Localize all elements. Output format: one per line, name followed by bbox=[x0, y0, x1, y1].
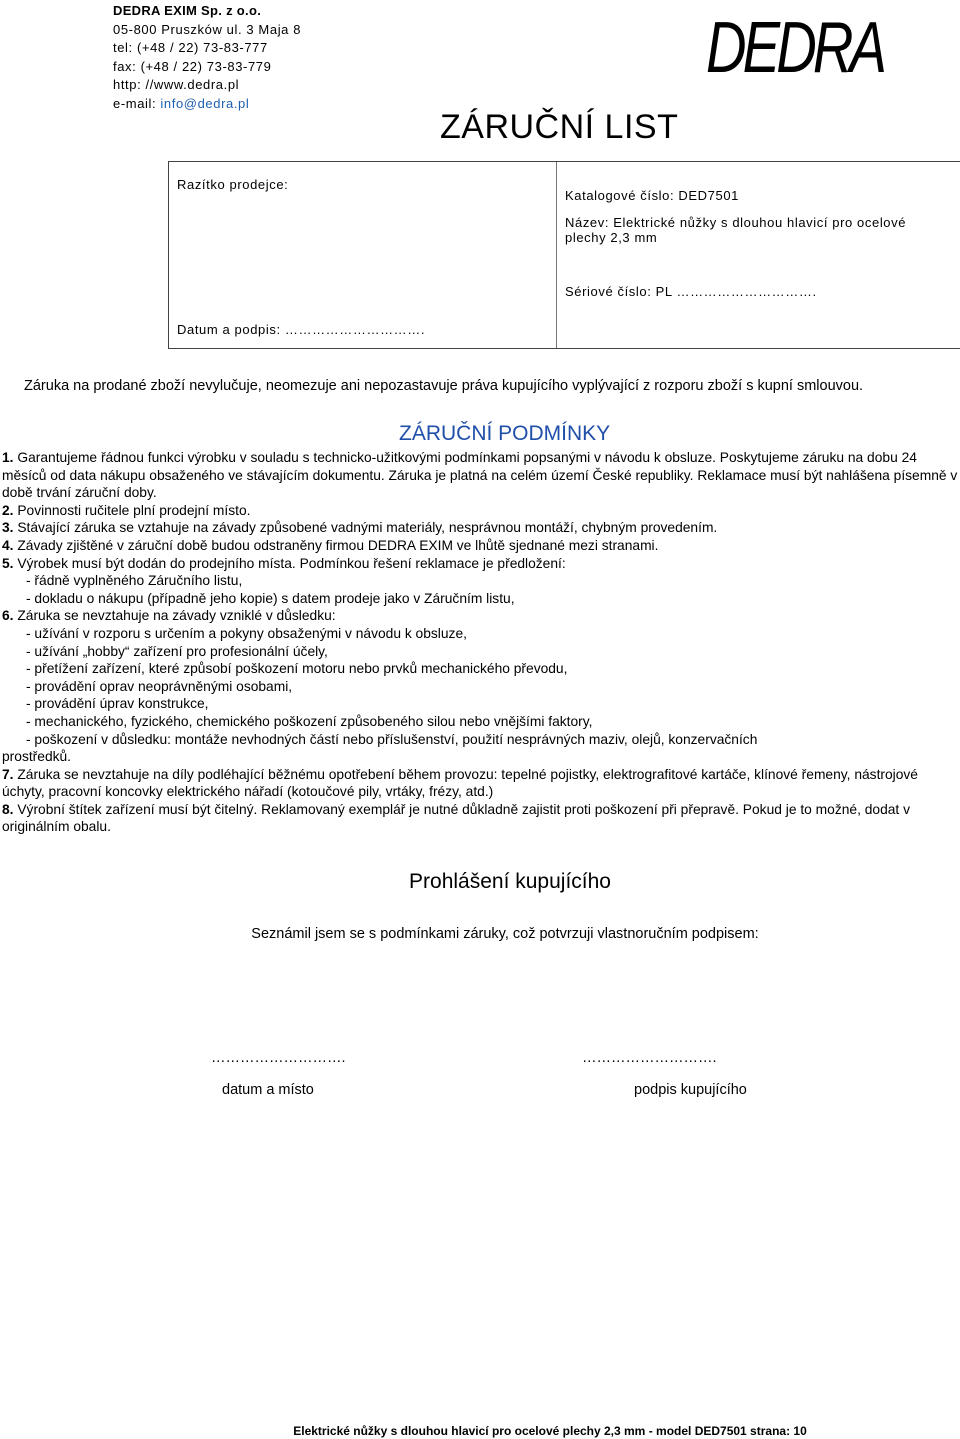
signature-label: podpis kupujícího bbox=[634, 1082, 747, 1098]
declaration-title: Prohlášení kupujícího bbox=[409, 870, 611, 893]
dedra-logo: DEDRA bbox=[706, 8, 884, 88]
condition-6-item: - provádění oprav neoprávněnými osobami, bbox=[26, 678, 293, 694]
product-name-line1: Název: Elektrické nůžky s dlouhou hlavicí pro ocelové bbox=[565, 215, 907, 230]
company-info bbox=[113, 2, 301, 113]
condition-6-tail: prostředků. bbox=[2, 749, 72, 765]
condition-5: 5. Výrobek musí být dodán do prodejního místa. Podmínkou řešení reklamace je předložení: bbox=[2, 555, 566, 571]
condition-3: 3. Stávající záruka se vztahuje na závady způsobené vadnými materiály, nesprávnou montáží, chybným provedením. bbox=[2, 520, 718, 536]
condition-8: 8. Výrobní štítek zařízení musí být čitelný. Reklamovaný exemplář je nutné důkladně zajistit proti poškození při přepravě. Pokud je to možné, dodat v originálním obalu. bbox=[2, 801, 910, 835]
condition-6-item: - poškození v důsledku: montáže nevhodných částí nebo příslušenství, použití nesprávných maziv, olejů, konzervačních bbox=[26, 731, 758, 747]
condition-6-item: - přetížení zařízení, které způsobí poškození motoru nebo prvků mechanického převodu, bbox=[26, 661, 568, 677]
warranty-intro: Záruka na prodané zboží nevylučuje, neomezuje ani nepozastavuje práva kupujícího vyplývající z rozporu zboží s kupní smlouvou. bbox=[24, 378, 864, 394]
declaration-text: Seznámil jsem se s podmínkami záruky, což potvrzuji vlastnoručním podpisem: bbox=[251, 926, 759, 942]
page-title: ZÁRUČNÍ LIST bbox=[440, 108, 679, 146]
product-name-line2: plechy 2,3 mm bbox=[565, 230, 658, 245]
condition-4: 4. Závady zjištěné v záruční době budou odstraněny firmou DEDRA EXIM ve lhůtě sjednané mezi stranami. bbox=[2, 537, 659, 553]
condition-6-item: - provádění úprav konstrukce, bbox=[26, 696, 209, 712]
catalog-number bbox=[565, 188, 739, 203]
catalog-value: DED7501 bbox=[678, 188, 739, 203]
condition-2: 2. Povinnosti ručitele plní prodejní místo. bbox=[2, 502, 251, 518]
catalog-label: Katalogové číslo: bbox=[565, 188, 679, 203]
conditions-list bbox=[2, 449, 960, 836]
email-link[interactable]: info@dedra.pl bbox=[160, 95, 250, 111]
date-place-line: ………………………. bbox=[211, 1050, 346, 1066]
condition-1: 1. Garantujeme řádnou funkci výrobku v souladu s technicko-užitkovými podmínkami popsanými v návodu k obsluze. Poskytujeme záruku na dobu 24 měsíců od data nákupu obsaženého ve stávajícím dokumentu. Záruka je platná na celém území České republiky. Reklamace musí být nahlášena písemně v době trvání záruční doby. bbox=[2, 450, 958, 501]
condition-6-item: - mechanického, fyzického, chemického poškození způsobeného silou nebo vnějšími faktory, bbox=[26, 713, 593, 729]
condition-5-item: - řádně vyplněného Záručního listu, bbox=[26, 573, 243, 589]
conditions-title: ZÁRUČNÍ PODMÍNKY bbox=[399, 422, 611, 445]
company-email-line bbox=[113, 95, 301, 114]
company-address: 05-800 Pruszków ul. 3 Maja 8 bbox=[113, 21, 302, 37]
company-fax: fax: (+48 / 22) 73-83-779 bbox=[113, 58, 272, 74]
condition-5-item: - dokladu o nákupu (případně jeho kopie) s datem prodeje jako v Záručním listu, bbox=[26, 590, 515, 606]
condition-6-item: - užívání „hobby“ zařízení pro profesionální účely, bbox=[26, 643, 328, 659]
warranty-form-box bbox=[168, 161, 960, 349]
serial-number-field: Sériové číslo: PL …………………………. bbox=[565, 284, 817, 299]
condition-6-item: - užívání v rozporu s určením a pokyny obsaženými v návodu k obsluze, bbox=[26, 625, 467, 641]
date-signature-field: Datum a podpis: …………………………. bbox=[177, 322, 426, 337]
company-name: DEDRA EXIM Sp. z o.o. bbox=[113, 3, 262, 18]
email-label: e-mail: bbox=[113, 95, 161, 111]
seller-stamp-label: Razítko prodejce: bbox=[177, 177, 289, 192]
form-divider bbox=[556, 162, 557, 348]
company-phone: tel: (+48 / 22) 73-83-777 bbox=[113, 40, 268, 55]
date-place-label: datum a místo bbox=[222, 1082, 314, 1098]
condition-6: 6. Záruka se nevztahuje na závady vzniklé v důsledku: bbox=[2, 608, 336, 624]
condition-7: 7. Záruka se nevztahuje na díly podléhající běžnému opotřebení během provozu: tepelné pojistky, elektrografitové kartáče, klínové řemeny, nástrojové úchyty, pracovní koncovky elektrického nářadí (kotoučové pily, vrtáky, frézy, atd.) bbox=[2, 766, 918, 800]
signature-line: ………………………. bbox=[582, 1050, 717, 1066]
page-footer: Elektrické nůžky s dlouhou hlavicí pro ocelové plechy 2,3 mm - model DED7501 strana: 10 bbox=[293, 1424, 807, 1438]
company-website[interactable]: http: //www.dedra.pl bbox=[113, 77, 240, 92]
